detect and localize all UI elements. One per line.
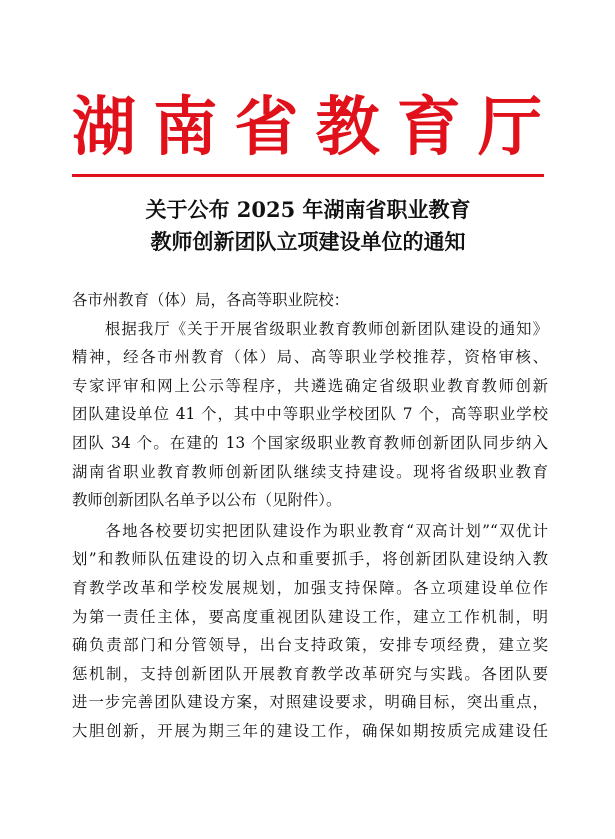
notice-title-line-2: 教师创新团队立项建设单位的通知 <box>150 229 466 254</box>
paragraph-line: 大胆创新，开展为期三年的建设工作，确保如期按质完成建设任 <box>72 721 548 740</box>
masthead-char: 厅 <box>477 90 542 165</box>
masthead-char: 育 <box>396 90 461 165</box>
salutation: 各市州教育（体）局，各高等职业院校： <box>72 291 350 309</box>
masthead-char: 教 <box>315 90 380 165</box>
paragraph-1 <box>72 315 548 515</box>
notice-title-line-1: 关于公布 2025 年湖南省职业教育 <box>145 197 471 222</box>
paragraph-line: 湖南省职业教育教师创新团队继续支持建设。现将省级职业教育 <box>72 462 548 481</box>
paragraph-line: 各地各校要切实把团队建设作为职业教育“双高计划”“双优计 <box>72 521 548 540</box>
paragraph-line: 专家评审和网上公示等程序，共遴选确定省级职业教育教师创新 <box>72 376 548 395</box>
masthead-title <box>72 88 542 168</box>
paragraph-line: 确负责部门和分管领导，出台支持政策，安排专项经费，建立奖 <box>72 636 548 655</box>
paragraph-line: 惩机制，支持创新团队开展教育教学改革研究与实践。各团队要 <box>72 664 548 683</box>
paragraph-line: 团队建设单位 41 个，其中中等职业学校团队 7 个，高等职业学校 <box>72 405 548 424</box>
paragraph-line: 为第一责任主体，要高度重视团队建设工作，建立工作机制，明 <box>72 607 548 626</box>
notice-title <box>72 194 544 258</box>
paragraph-line: 划”和教师队伍建设的切入点和重要抓手，将创新团队建设纳入教 <box>72 550 548 569</box>
paragraph-line: 根据我厅《关于开展省级职业教育教师创新团队建设的通知》 <box>72 319 548 338</box>
paragraph-line: 精神，经各市州教育（体）局、高等职业学校推荐，资格审核、 <box>72 348 548 367</box>
paragraph-line: 教师创新团队名单予以公布（见附件）。 <box>72 491 342 510</box>
red-header-rule <box>72 174 544 177</box>
masthead-char: 南 <box>153 90 218 165</box>
masthead-char: 省 <box>234 90 299 165</box>
paragraph-2 <box>72 517 548 746</box>
paragraph-line: 团队 34 个。在建的 13 个国家级职业教育教师创新团队同步纳入 <box>72 433 548 452</box>
paragraph-line: 进一步完善团队建设方案，对照建设要求，明确目标，突出重点， <box>72 693 548 712</box>
notice-body <box>72 286 548 746</box>
masthead-char: 湖 <box>72 90 136 165</box>
paragraph-line: 育教学改革和学校发展规划，加强支持保障。各立项建设单位作 <box>72 578 548 597</box>
